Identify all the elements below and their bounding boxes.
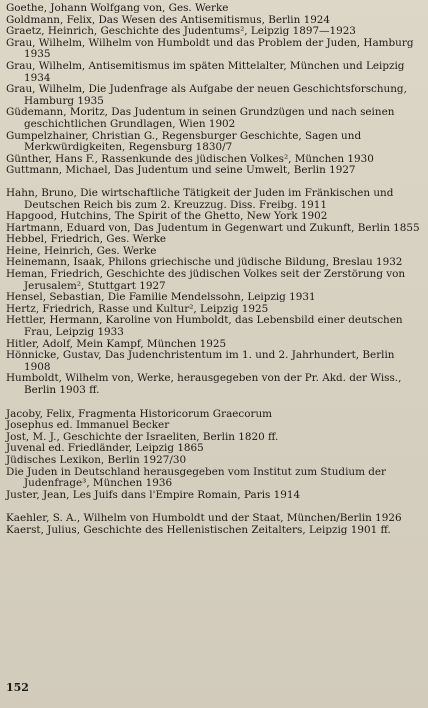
bibliography-entry: Die Juden in Deutschland herausgegeben vom Institut zum Studium der Judenfrage³, München 1936 [6, 465, 387, 490]
bibliography-entry: Jacoby, Felix, Fragmenta Historicorum Graecorum [6, 407, 272, 420]
bibliography-entry: Hartmann, Eduard von, Das Judentum in Gegenwart und Zukunft, Berlin 1855 [6, 221, 420, 234]
bibliography-entry: Grau, Wilhelm, Antisemitismus im späten Mittelalter, München und Leipzig 1934 [6, 59, 405, 84]
bibliography-entry: Hebbel, Friedrich, Ges. Werke [6, 233, 167, 246]
bibliography-entry: Hapgood, Hutchins, The Spirit of the Ghetto, New York 1902 [6, 210, 328, 223]
bibliography-entry: Jost, M. J., Geschichte der Israeliten, Berlin 1820 ff. [6, 430, 279, 443]
bibliography-entry: Hettler, Hermann, Karoline von Humboldt, das Lebensbild einer deutschen Frau, Leipzig 1933 [6, 314, 403, 339]
bibliography-entry: Hönnicke, Gustav, Das Judenchristentum im 1. und 2. Jahrhundert, Berlin 1908 [6, 349, 395, 373]
page-number: 152 [6, 681, 29, 694]
bibliography-entry: Gumpelzhainer, Christian G., Regensburger Geschichte, Sagen und Merkwürdigkeiten, Regensburg 1830/7 [6, 129, 362, 154]
bibliography-entry: Humboldt, Wilhelm von, Werke, herausgegeben von der Pr. Akd. der Wiss., Berlin 1903 ff. [6, 372, 402, 396]
bibliography-entry: Juvenal ed. Friedländer, Leipzig 1865 [6, 442, 204, 455]
bibliography-list [6, 3, 422, 537]
bibliography-entry: Hensel, Sebastian, Die Familie Mendelssohn, Leipzig 1931 [6, 291, 316, 304]
bibliography-entry: Juster, Jean, Les Juifs dans l'Empire Romain, Paris 1914 [6, 488, 301, 501]
bibliography-entry: Güdemann, Moritz, Das Judentum in seinen Grundzügen und nach seinen geschichtlichen Grundlagen, Wien 1902 [6, 106, 395, 130]
bibliography-entry: Goldmann, Felix, Das Wesen des Antisemitismus, Berlin 1924 [6, 13, 331, 26]
bibliography-entry: Heman, Friedrich, Geschichte des jüdischen Volkes seit der Zerstörung von Jerusalem², Stuttgart 1927 [6, 268, 406, 292]
bibliography-entry: Heinemann, Isaak, Philons griechische und jüdische Bildung, Breslau 1932 [6, 256, 403, 269]
bibliography-entry: Hahn, Bruno, Die wirtschaftliche Tätigkeit der Juden im Fränkischen und Deutschen Reich bis zum 2. Kreuzzug. Diss. Freibg. 1911 [6, 186, 394, 211]
bibliography-entry: Grau, Wilhelm, Die Judenfrage als Aufgabe der neuen Geschichtsforschung, Hamburg 1935 [6, 83, 407, 107]
bibliography-entry: Jüdisches Lexikon, Berlin 1927/30 [6, 453, 187, 466]
bibliography-entry: Goethe, Johann Wolfgang von, Ges. Werke [6, 2, 229, 14]
bibliography-entry: Guttmann, Michael, Das Judentum und seine Umwelt, Berlin 1927 [6, 164, 356, 177]
bibliography-entry: Günther, Hans F., Rassenkunde des jüdischen Volkes², München 1930 [6, 152, 374, 165]
bibliography-entry: Hitler, Adolf, Mein Kampf, München 1925 [6, 337, 227, 350]
bibliography-entry: Grau, Wilhelm, Wilhelm von Humboldt und das Problem der Juden, Hamburg 1935 [6, 36, 414, 61]
bibliography-entry: Josephus ed. Immanuel Becker [6, 419, 170, 432]
bibliography-entry: Kaerst, Julius, Geschichte des Hellenistischen Zeitalters, Leipzig 1901 ff. [6, 523, 391, 536]
bibliography-entry: Hertz, Friedrich, Rasse und Kultur², Leipzig 1925 [6, 302, 269, 315]
bibliography-entry: Heine, Heinrich, Ges. Werke [6, 244, 157, 257]
bibliography-entry: Graetz, Heinrich, Geschichte des Judentums², Leipzig 1897—1923 [6, 25, 356, 38]
bibliography-entry: Kaehler, S. A., Wilhelm von Humboldt und der Staat, München/Berlin 1926 [6, 512, 402, 525]
